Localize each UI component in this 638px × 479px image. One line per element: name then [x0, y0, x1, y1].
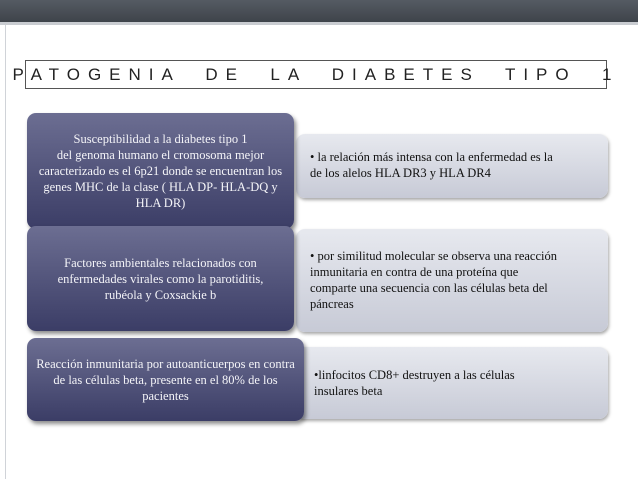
factor-text-3: Reacción inmunitaria por autoanticuerpos en contra de las células beta, presente en el 80% de los pacientes	[36, 356, 295, 403]
factor-text-1: Susceptibilidad a la diabetes tipo 1 del genoma humano el cromosoma mejor caracterizado es el 6p21 donde se encuentran los genes MHC de la clase ( HLA DP- HLA-DQ y HLA DR)	[38, 132, 283, 210]
title-box	[12, 60, 620, 89]
detail-box-2	[296, 229, 608, 332]
detail-box-1	[296, 134, 608, 198]
factor-box-3	[27, 338, 304, 421]
slide-left-edge	[5, 25, 6, 479]
factor-box-1	[27, 113, 294, 229]
detail-text-1: • la relación más intensa con la enfermedad es la de los alelos HLA DR3 y HLA DR4	[310, 150, 553, 180]
detail-text-2: • por similitud molecular se observa una reacción inmunitaria en contra de una proteína que comparte una secuencia con las células beta del páncreas	[310, 249, 558, 311]
slide-top-bar	[0, 0, 638, 22]
factor-box-2	[27, 226, 294, 331]
detail-box-3	[296, 347, 608, 419]
slide-top-accent	[0, 22, 638, 25]
slide-title: PATOGENIA DE LA DIABETES TIPO 1	[12, 64, 620, 84]
factor-text-2: Factores ambientales relacionados con enfermedades virales como la parotiditis, rubéola y Coxsackie b	[57, 255, 264, 302]
detail-text-3: •linfocitos CD8+ destruyen a las células insulares beta	[314, 368, 515, 398]
